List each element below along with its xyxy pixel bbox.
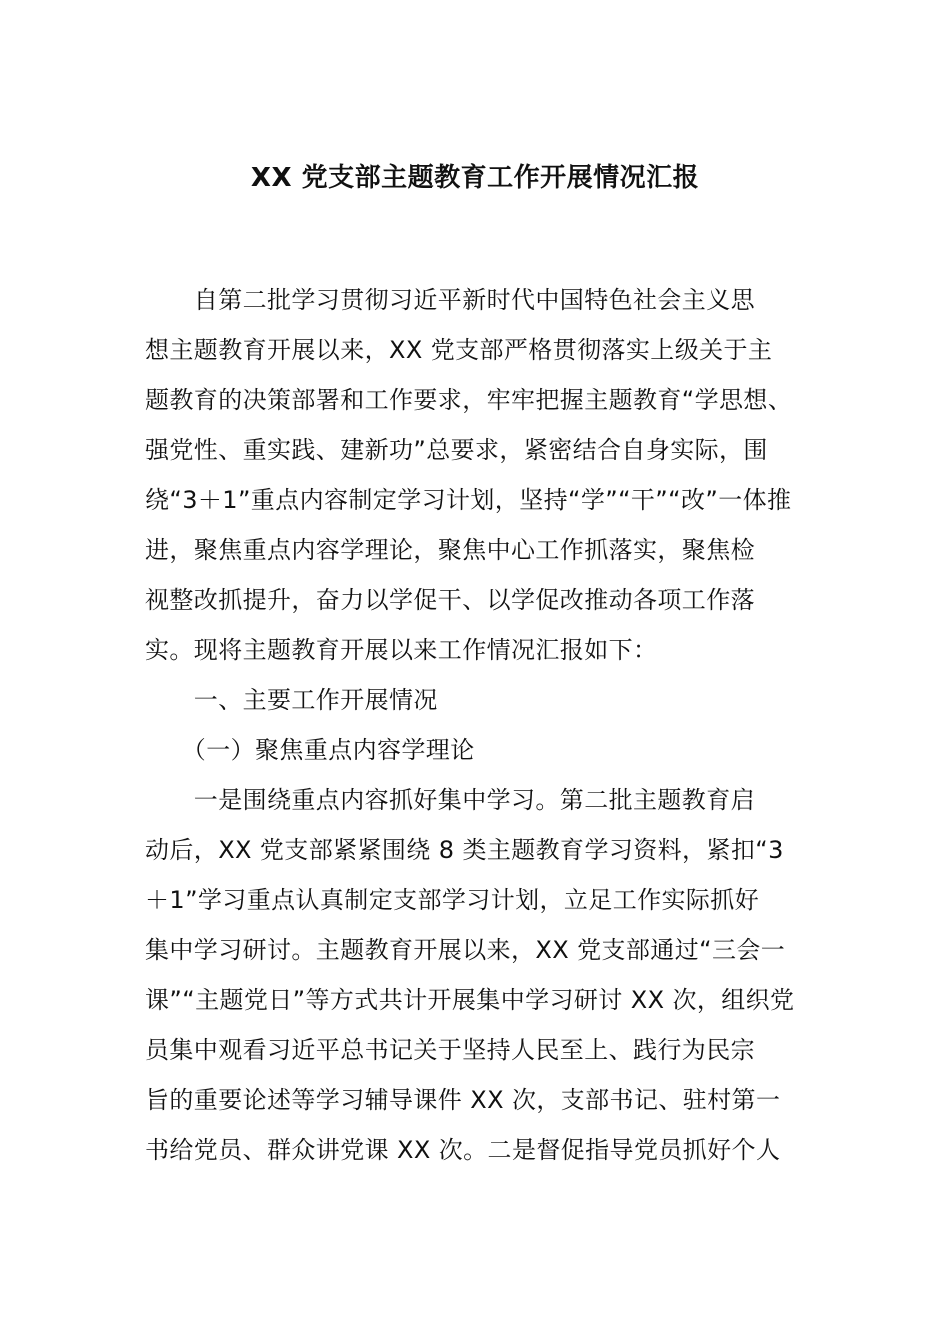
body-line: 自第二批学习贯彻习近平新时代中国特色社会主义思 [145,286,755,314]
body-line: 绕“3＋1”重点内容制定学习计划，坚持“学”“干”“改”一体推 [145,486,792,514]
body-line: 进，聚焦重点内容学理论，聚焦中心工作抓落实，聚焦检 [145,536,755,564]
section-heading: 一、主要工作开展情况 [145,686,438,714]
body-line: 视整改抓提升，奋力以学促干、以学促改推动各项工作落 [145,586,755,614]
body-line: 题教育的决策部署和工作要求，牢牢把握主题教育“学思想、 [145,386,793,414]
body-line: ＋1”学习重点认真制定支部学习计划，立足工作实际抓好 [145,886,760,914]
body-line: 强党性、重实践、建新功”总要求，紧密结合自身实际，围 [145,436,768,464]
body-line: 一是围绕重点内容抓好集中学习。第二批主题教育启 [145,786,755,814]
document-title: XX 党支部主题教育工作开展情况汇报 [250,163,700,193]
body-line: 旨的重要论述等学习辅导课件 XX 次，支部书记、驻村第一 [145,1086,781,1114]
subsection-heading: （一）聚焦重点内容学理论 [145,736,475,764]
body-line: 员集中观看习近平总书记关于坚持人民至上、践行为民宗 [145,1036,755,1064]
body-line: 实。现将主题教育开展以来工作情况汇报如下： [145,636,658,664]
body-line: 动后，XX 党支部紧紧围绕 8 类主题教育学习资料，紧扣“3 [145,836,784,864]
body-line: 书给党员、群众讲党课 XX 次。二是督促指导党员抓好个人 [145,1136,781,1164]
body-line: 课”“主题党日”等方式共计开展集中学习研讨 XX 次，组织党 [145,986,795,1014]
body-line: 集中学习研讨。主题教育开展以来，XX 党支部通过“三会一 [145,936,786,964]
body-line: 想主题教育开展以来，XX 党支部严格贯彻落实上级关于主 [145,336,773,364]
